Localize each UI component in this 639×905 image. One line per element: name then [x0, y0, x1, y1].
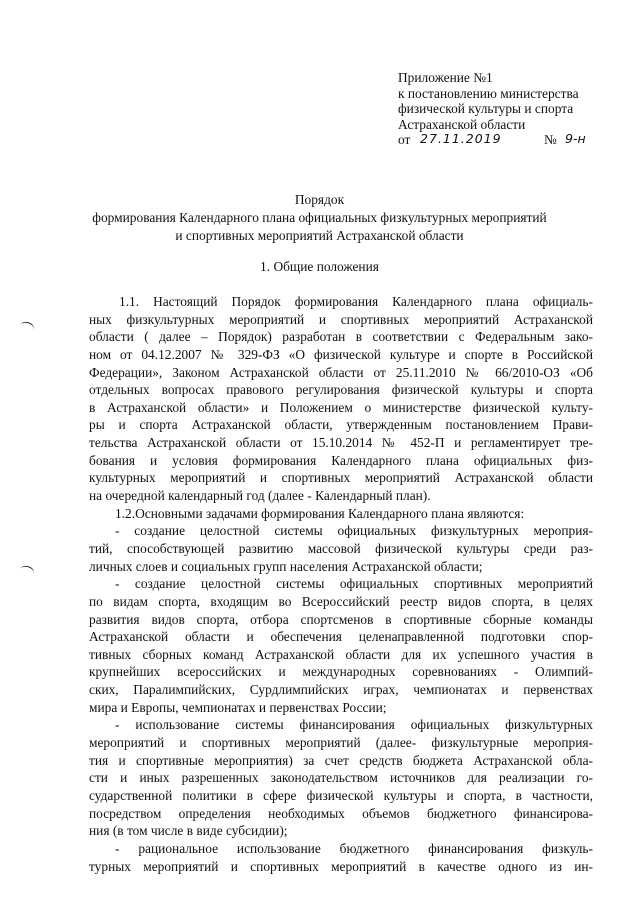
- body-line: ных физкультурных мероприятий и спортивных мероприятий Астраханской: [89, 311, 593, 327]
- document-subtitle-line: и спортивных мероприятий Астраханской области: [175, 228, 464, 243]
- body-line: - создание целостной системы официальных спортивных мероприятий: [115, 576, 593, 592]
- number-label: №: [544, 132, 557, 147]
- body-line: тельства Астраханской области от 15.10.2014 № 452-П и регламентирует тре-: [89, 435, 593, 451]
- body-line: ры и спорта Астраханской области, утвержденным постановлением Прави-: [89, 417, 593, 433]
- appendix-line: Астраханской области: [398, 116, 526, 132]
- body-line: культурных мероприятий и спортивных мероприятий Астраханской области: [89, 470, 593, 486]
- appendix-line: физической культуры и спорта: [398, 101, 574, 116]
- body-line: по видам спорта, входящим во Всероссийский реестр видов спорта, в целях: [89, 593, 593, 609]
- document-title: Порядок: [294, 192, 345, 207]
- body-line: - создание целостной системы официальных физкультурных мероприя-: [115, 523, 593, 539]
- document-body: [89, 293, 593, 875]
- body-line: Федерации», Законом Астраханской области от 25.11.2010 № 66/2010-ОЗ «Об: [89, 364, 593, 380]
- handwritten-number: 9-н: [565, 131, 586, 146]
- handwritten-date: 27.11.2019: [420, 131, 502, 146]
- body-line: ских, Паралимпийских, Сурдлимпийских играх, чемпионатах и первенствах: [89, 682, 593, 698]
- body-line: области ( далее – Порядок) разработан в соответствии с Федеральным зако-: [89, 329, 593, 345]
- appendix-block: [398, 70, 613, 148]
- scan-mark: [19, 564, 36, 579]
- section-heading: 1. Общие положения: [260, 259, 379, 274]
- body-line: мероприятий и спортивных мероприятий (далее- физкультурные мероприя-: [89, 735, 593, 751]
- appendix-title: Приложение №1: [398, 70, 493, 85]
- body-line: 1.1. Настоящий Порядок формирования Календарного плана официаль-: [119, 294, 593, 309]
- body-line: на очередной календарный год (далее - Календарный план).: [89, 488, 431, 504]
- body-line: тивных сборных команд Астраханской области для их успешного участия в: [89, 646, 593, 662]
- body-line: развития видов спорта, отбора спортсменов в спортивные сборные команды: [89, 611, 593, 627]
- from-label: от: [398, 132, 411, 147]
- body-line: мира и Европы, чемпионатах и первенствах России;: [89, 699, 387, 715]
- body-line: 1.2.Основными задачами формирования Календарного плана являются:: [115, 505, 525, 521]
- body-line: - использование системы финансирования официальных физкультурных: [115, 717, 593, 733]
- scan-mark: [19, 320, 36, 335]
- appendix-line: к постановлению министерства: [398, 85, 579, 101]
- body-line: личных слоев и социальных групп населения Астраханской области;: [89, 558, 483, 574]
- body-line: ния (в том числе в виде субсидии);: [89, 823, 288, 839]
- body-line: сти и иных разрешенных законодательством источников для реализации го-: [89, 770, 593, 786]
- body-line: ном от 04.12.2007 № 329-ФЗ «О физической культуре и спорте в Российской: [89, 346, 593, 362]
- body-line: сударственной политики в сфере физической культуры и спорта, в частности,: [89, 787, 593, 803]
- body-line: Астраханской области и обеспечения целенаправленной подготовки спор-: [89, 629, 593, 645]
- body-line: тий, способствующей развитию массовой физической культуры среди раз-: [89, 540, 593, 556]
- body-line: бования и условия формирования Календарного плана официальных физ-: [89, 452, 593, 468]
- body-line: в Астраханской области» и Положением о министерстве физической культу-: [89, 399, 593, 415]
- body-line: - рациональное использование бюджетного финансирования физкуль-: [115, 840, 593, 856]
- body-line: тия и спортивные мероприятия) за счет средств бюджета Астраханской обла-: [89, 752, 593, 768]
- body-line: отдельных вопросах правового регулирования физической культуры и спорта: [89, 382, 593, 398]
- appendix-date-line: [398, 132, 613, 148]
- body-line: турных мероприятий и спортивных мероприятий в качестве одного из ин-: [89, 858, 593, 874]
- document-subtitle-line: формирования Календарного плана официальных физкультурных мероприятий: [92, 210, 547, 225]
- body-line: посредством определения необходимых объемов бюджетного финансирова-: [89, 805, 593, 821]
- body-line: крупнейших всероссийских и международных соревнованиях - Олимпий-: [89, 664, 593, 680]
